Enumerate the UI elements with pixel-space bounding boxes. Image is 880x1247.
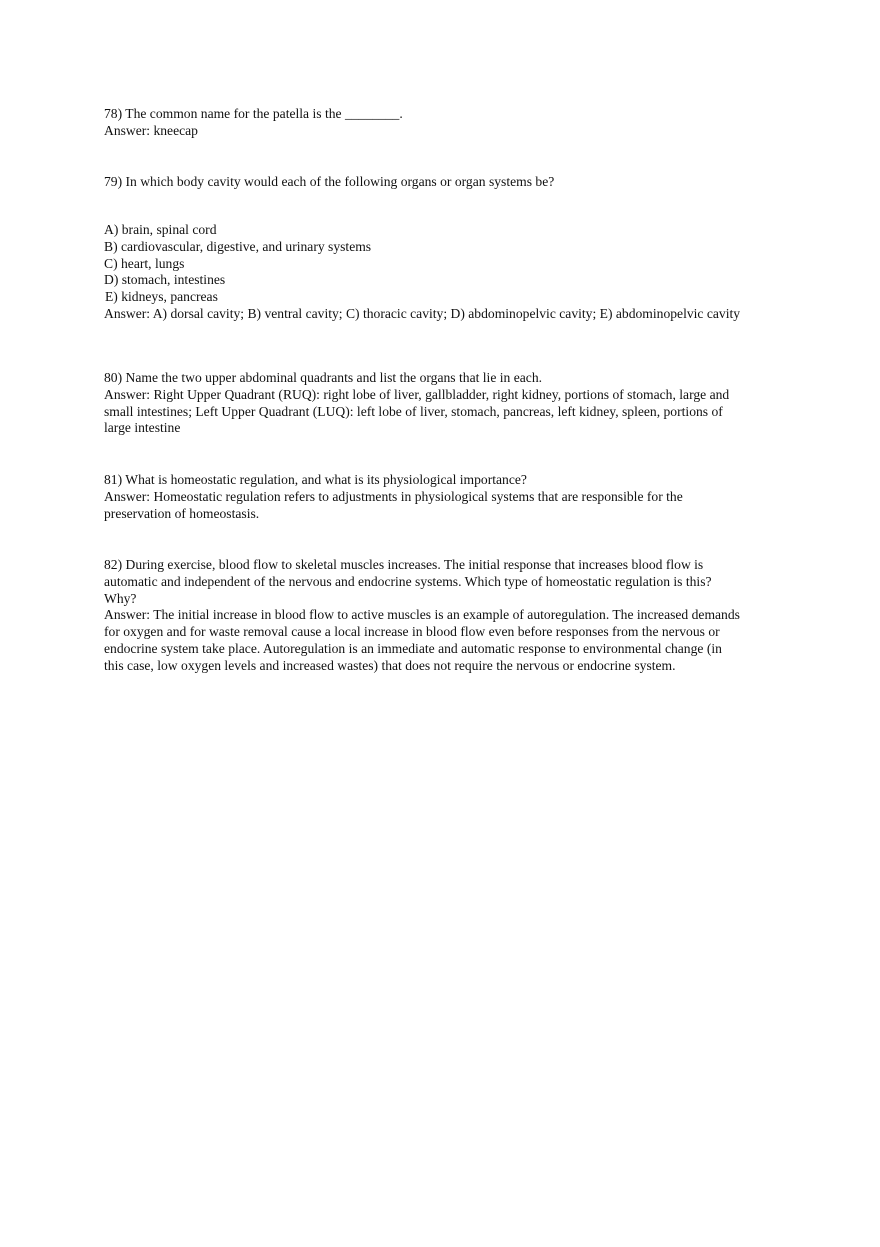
question-80-text: 80) Name the two upper abdominal quadrants and list the organs that lie in each. xyxy=(104,370,543,385)
question-79 xyxy=(104,174,784,191)
question-80-answer-line-2: small intestines; Left Upper Quadrant (LUQ): left lobe of liver, stomach, pancreas, left kidney, spleen, portions of xyxy=(104,403,723,419)
question-78-answer: Answer: kneecap xyxy=(104,122,198,138)
question-82-text-line-2: automatic and independent of the nervous and endocrine systems. Which type of homeostatic regulation is this? xyxy=(104,573,712,589)
option-e: E) kidneys, pancreas xyxy=(105,289,218,305)
question-81-text: 81) What is homeostatic regulation, and what is its physiological importance? xyxy=(104,472,527,487)
question-82-text-line-1: 82) During exercise, blood flow to skeletal muscles increases. The initial response that increases blood flow is xyxy=(104,557,704,572)
question-82-answer-line-2: for oxygen and for waste removal cause a local increase in blood flow even before responses from the nervous or xyxy=(104,624,720,640)
option-a: A) brain, spinal cord xyxy=(104,222,217,237)
option-c: C) heart, lungs xyxy=(104,255,185,271)
question-80-answer-line-1: Answer: Right Upper Quadrant (RUQ): right lobe of liver, gallbladder, right kidney, portions of stomach, large and xyxy=(104,386,730,402)
question-79-options xyxy=(104,222,784,323)
question-82 xyxy=(104,557,784,675)
question-78 xyxy=(104,106,784,140)
question-82-text-line-3: Why? xyxy=(104,590,137,606)
question-80-answer-line-3: large intestine xyxy=(104,420,181,436)
option-d: D) stomach, intestines xyxy=(104,272,226,288)
question-81 xyxy=(104,472,784,522)
question-81-answer-line-1: Answer: Homeostatic regulation refers to adjustments in physiological systems that are responsible for the xyxy=(104,488,683,504)
question-82-answer-line-1: Answer: The initial increase in blood flow to active muscles is an example of autoregulation. The increased demands xyxy=(104,607,740,623)
question-78-text: 78) The common name for the patella is the ________. xyxy=(104,106,403,121)
option-b: B) cardiovascular, digestive, and urinary systems xyxy=(104,238,372,254)
question-80 xyxy=(104,370,784,437)
question-82-answer-line-3: endocrine system take place. Autoregulation is an immediate and automatic response to environmental change (in xyxy=(104,640,722,656)
question-81-answer-line-2: preservation of homeostasis. xyxy=(104,505,260,521)
question-82-answer-line-4: this case, low oxygen levels and increased wastes) that does not require the nervous or endocrine system. xyxy=(104,657,676,673)
question-79-answer: Answer: A) dorsal cavity; B) ventral cavity; C) thoracic cavity; D) abdominopelvic cavity; E) abdominopelvic cavity xyxy=(104,305,741,321)
question-79-text: 79) In which body cavity would each of the following organs or organ systems be? xyxy=(104,174,555,189)
